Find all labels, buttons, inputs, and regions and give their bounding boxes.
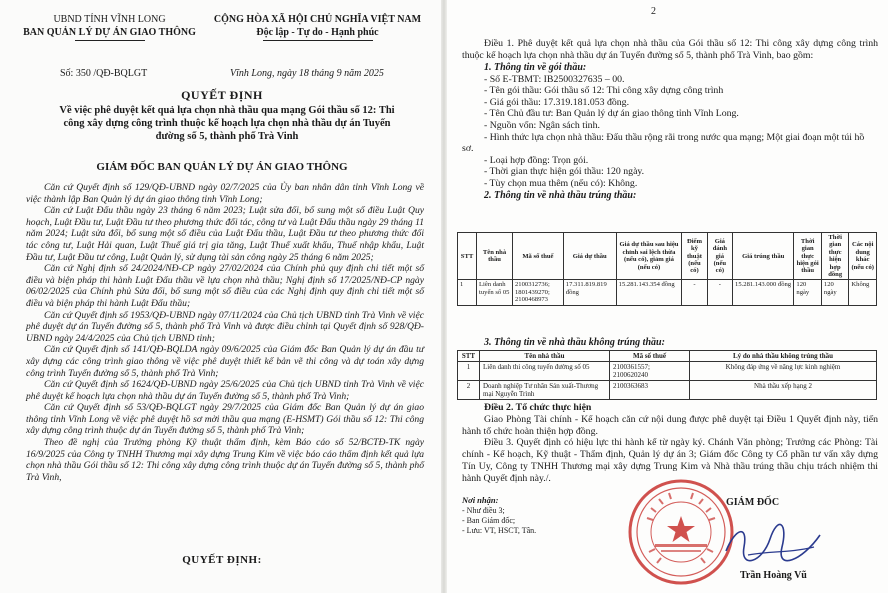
table-header-cell: Lý do nhà thầu không trúng thầu (690, 351, 877, 362)
table-header-cell: Thời gian thực hiện gói thầu (794, 233, 822, 280)
table-cell: 2 (458, 381, 480, 400)
legal-bases (26, 182, 424, 483)
page-number: 2 (651, 6, 656, 17)
table-row (458, 381, 877, 400)
table-cell: 15.281.143.354 đồng (616, 280, 682, 305)
article-1-block (462, 38, 878, 202)
table-header-cell: Tên nhà thầu (477, 233, 513, 280)
table-cell: Liên danh tuyến số 05 (477, 280, 513, 305)
table-header-cell: Điểm kỹ thuật (nếu có) (682, 233, 707, 280)
basis-paragraph: Căn cứ Quyết định số 129/QĐ-UBND ngày 02/7/2025 của Ủy ban nhân dân tỉnh Vĩnh Long về việc thành lập Ban Quản lý dự án giao thông tỉnh Vĩnh Long; (26, 182, 424, 205)
table-header-cell: Giá đánh giá (nếu có) (707, 233, 732, 280)
agency-block (22, 14, 197, 41)
article-2-body: Giao Phòng Tài chính - Kế hoạch căn cứ nội dung được phê duyệt tại Điều 1 Quyết định này, tiến hành tổ chức hoàn thiện hợp đồng. (462, 413, 878, 437)
table-header-cell: Tên nhà thầu (480, 351, 610, 362)
package-info-line: - Hình thức lựa chọn nhà thầu: Đấu thầu rộng rãi trong nước qua mạng; Một giai đoạn một túi hồ sơ. (462, 131, 865, 155)
package-info-line: - Loại hợp đồng: Trọn gói. (484, 154, 589, 166)
table-cell: 2100361557; 2100620240 (610, 362, 690, 381)
table-cell: 2100312736; 1801439270; 2100468973 (513, 280, 564, 305)
signer-title: GIÁM ĐỐC (726, 497, 780, 508)
table-header-cell: Giá dự thầu (563, 233, 616, 280)
article-2-3-block (462, 402, 878, 485)
basis-paragraph: Căn cứ Quyết định số 141/QĐ-BQLDA ngày 09/6/2025 của Giám đốc Ban Quản lý dự án đầu tư xây dựng các công trình giao thông về việc phê duyệt thiết kế bản vẽ thi công và dự toán xây dựng công trình Tuyến đường số 5, thành phố Trà Vinh; (26, 344, 424, 379)
document-number: Số: 350 /QĐ-BQLGT (60, 68, 148, 79)
table-header-cell: STT (458, 351, 480, 362)
basis-paragraph: Căn cứ Quyết định số 1953/QĐ-UBND ngày 07/11/2024 của Chủ tịch UBND tỉnh Trà Vinh về việc phê duyệt dự án Tuyến đường số 5, thành phố Trà Vinh và được điều chỉnh tại Quyết định số 928/QĐ-UBND ngày 24/4/2025 của Chủ tịch UBND tỉnh; (26, 309, 424, 344)
table-cell: 2100363683 (610, 381, 690, 400)
basis-paragraph: Căn cứ Quyết định số 53/QĐ-BQLGT ngày 29/7/2025 của Giám đốc Ban Quản lý dự án giao thông tỉnh Vĩnh Long về việc phê duyệt hồ sơ mời thầu qua mạng (E-HSMT) Gói thầu số 12: Thi công xây dựng công trình thuộc dự án Tuyến đường số 5, thành phố Trà Vinh; (26, 402, 424, 437)
package-info-line: - Thời gian thực hiện gói thầu: 120 ngày. (484, 166, 645, 178)
package-info-line: - Tên Chủ đầu tư: Ban Quản lý dự án giao thông tỉnh Vĩnh Long. (484, 108, 739, 120)
agency-underline (75, 40, 145, 41)
recipient-item: - Ban Giám đốc; (462, 516, 516, 525)
handwritten-signature (718, 517, 828, 569)
recipients-title: Nơi nhận: (462, 495, 499, 505)
table-cell: - (707, 280, 732, 305)
basis-paragraph: Căn cứ Quyết định số 1624/QĐ-UBND ngày 25/6/2025 của Chủ tịch UBND tỉnh Trà Vinh về việc phê duyệt kế hoạch lựa chọn nhà thầu dự án Tuyến đường số 5, thành phố Trà Vinh; (26, 379, 424, 402)
table-cell: Nhà thầu xếp hạng 2 (690, 381, 877, 400)
table-cell: 15.281.143.000 đồng (733, 280, 794, 305)
table-cell: 1 (458, 280, 477, 305)
table-cell: Doanh nghiệp Tư nhân Sản xuất-Thương mại Nguyễn Trình (480, 381, 610, 400)
table-header-cell: Mã số thuế (610, 351, 690, 362)
package-info-line: - Nguồn vốn: Ngân sách tỉnh. (484, 119, 600, 131)
package-info-line: - Tùy chọn mua thêm (nếu có): Không. (484, 177, 638, 189)
table-header-cell: Các nội dung khác (nếu có) (849, 233, 877, 280)
table-row (458, 280, 877, 305)
section-2-title: 2. Thông tin về nhà thầu trúng thầu: (484, 189, 637, 201)
table-cell: Không (849, 280, 877, 305)
national-motto: Độc lập - Tự do - Hạnh phúc (256, 27, 379, 38)
table-cell: 1 (458, 362, 480, 381)
basis-paragraph: Căn cứ Nghị định số 24/2024/NĐ-CP ngày 27/02/2024 của Chính phủ quy định chi tiết một số điều và biện pháp thi hành Luật Đấu thầu về lựa chọn nhà thầu; Nghị định số 17/2025/NĐ-CP ngày 06/02/2025 của Chính phủ Sửa đổi, bổ sung một số điều của các Nghị định quy định chi tiết một số điều và biện pháp thi hành Luật Đấu thầu; (26, 263, 424, 309)
section-3-block (462, 337, 878, 349)
republic-name: CỘNG HÒA XÃ HỘI CHỦ NGHĨA VIỆT NAM (213, 14, 422, 25)
agency-name: BAN QUẢN LÝ DỰ ÁN GIAO THÔNG (23, 27, 196, 38)
package-info-line: - Giá gói thầu: 17.319.181.053 đồng. (484, 96, 630, 108)
winning-bidder-table (457, 232, 877, 306)
decision-heading: QUYẾT ĐỊNH: (182, 554, 262, 566)
document-date: Vĩnh Long, ngày 18 tháng 9 năm 2025 (230, 68, 384, 79)
article-2-title: Điều 2. Tổ chức thực hiện (484, 402, 592, 413)
table-cell: 120 ngày (821, 280, 849, 305)
document-header (0, 8, 444, 56)
agency-parent: UBND TỈNH VĨNH LONG (53, 14, 166, 25)
table-header-cell: Thời gian thực hiện hợp đồng (821, 233, 849, 280)
table-cell: - (682, 280, 707, 305)
table-header-row (458, 351, 877, 362)
table-cell: 17.311.819.819 đồng (563, 280, 616, 305)
national-block (205, 14, 430, 41)
package-info-line: - Số E-TBMT: IB2500327635 – 00. (484, 73, 625, 85)
document-subject: Về việc phê duyệt kết quả lựa chọn nhà thầu qua mạng Gói thầu số 12: Thi công xây dựng công trình thuộc kế hoạch lựa chọn nhà thầu dự án Tuyến đường số 5, thành phố Trà Vinh (59, 105, 395, 142)
table-header-cell: Giá trúng thầu (733, 233, 794, 280)
table-row (458, 362, 877, 381)
losing-bidders-table (457, 350, 877, 400)
table-header-row (458, 233, 877, 280)
table-header-cell: Mã số thuế (513, 233, 564, 280)
basis-paragraph: Căn cứ Luật Đấu thầu ngày 23 tháng 6 năm 2023; Luật sửa đổi, bổ sung một số điều Luật Quy hoạch, Luật Đầu tư, Luật Đầu tư theo phương thức đối tác, công tư và Luật Đấu thầu ngày 29 tháng 11 năm 2024; Luật sửa đổi, bổ sung một số điều của Luật Đấu thầu, Luật Đầu tư theo phương thức đối tác công tư, Luật Hải quan, Luật Thuế giá trị gia tăng, Luật Thuế xuất khẩu, Thuế nhập khẩu, Luật Đầu tư, Luật Đầu tư công, Luật Quản lý, sử dụng tài sản công ngày 25 tháng 6 năm 2025; (26, 205, 424, 263)
signer-name: Trần Hoàng Vũ (740, 570, 807, 581)
section-3-title: 3. Thông tin về nhà thầu không trúng thầu: (484, 337, 665, 348)
issuer-heading: GIÁM ĐỐC BAN QUẢN LÝ DỰ ÁN GIAO THÔNG (96, 161, 348, 173)
table-header-cell: STT (458, 233, 477, 280)
document-title: QUYẾT ĐỊNH (181, 88, 263, 102)
table-cell: Không đáp ứng về năng lực kinh nghiệm (690, 362, 877, 381)
motto-underline (263, 40, 373, 41)
basis-paragraph: Theo đề nghị của Trưởng phòng Kỹ thuật thẩm định, kèm Báo cáo số 52/BCTĐ-TK ngày 16/9/2025 của Công ty TNHH Thương mại xây dựng Trung Kim về việc báo cáo thẩm định kết quả lựa chọn nhà thầu Gói thầu số 12: Thi công xây dựng công trình thuộc dự án Tuyến đường số 5, thành phố Trà Vinh, (26, 437, 424, 483)
recipient-item: - Lưu: VT, HSCT, Tân. (462, 526, 537, 535)
table-cell: Liên danh thi công tuyến đường số 05 (480, 362, 610, 381)
table-cell: 120 ngày (794, 280, 822, 305)
section-1-title: 1. Thông tin về gói thầu: (484, 61, 587, 73)
article-3-text: Điều 3. Quyết định có hiệu lực thi hành kể từ ngày ký. Chánh Văn phòng; Trưởng các Phòng: Tài chính - Kế hoạch, Kỹ thuật - Thẩm định, Quản lý dự án 3; Giám đốc Công ty Cổ phần tư vấn xây dựng Tín Uy, Công ty TNHH Thương mại xây dựng Trung Kim và Nhà thầu trúng thầu chịu trách nhiệm thi hành Quyết định này./. (462, 437, 878, 484)
article-1-text: Điều 1. Phê duyệt kết quả lựa chọn nhà thầu của Gói thầu số 12: Thi công xây dựng công trình thuộc kế hoạch lựa chọn nhà thầu dự án Tuyến đường số 5, thành phố Trà Vinh, bao gồm: (462, 38, 878, 61)
table-header-cell: Giá dự thầu sau hiệu chỉnh sai lệch thừa (nếu có), giảm giá (nếu có) (616, 233, 682, 280)
recipients-block (462, 495, 652, 536)
recipient-item: - Như điều 3; (462, 506, 505, 515)
package-info-line: - Tên gói thầu: Gói thầu số 12: Thi công xây dựng công trình (484, 85, 724, 97)
